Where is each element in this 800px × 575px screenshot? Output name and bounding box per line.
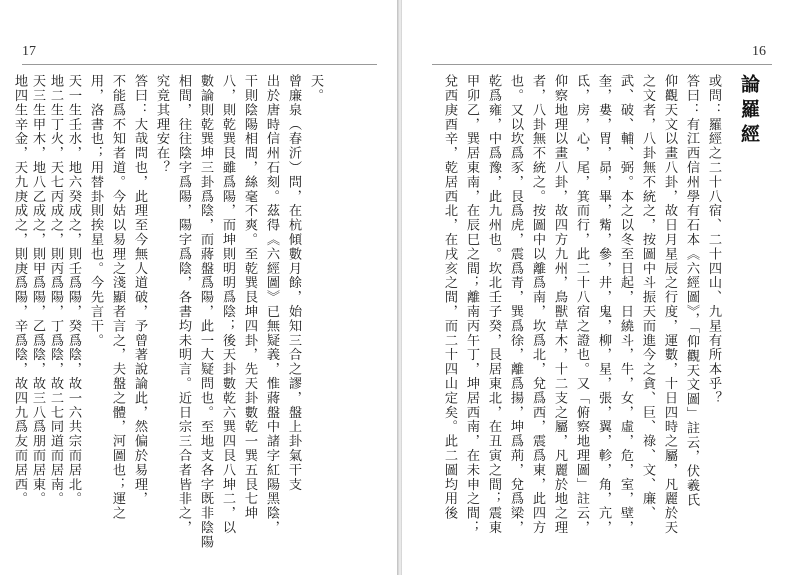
- text-column: 仰觀天文以畫八卦，故日月星辰之行度，運數，十日四時之屬，凡麗於天: [662, 74, 677, 535]
- text-column: 或問：羅經之二十八宿、二十四山、九星有所本乎？: [706, 74, 721, 406]
- text-column: 氐，房，心，尾，箕而行，此二十八宿之證也。又「俯察地理圖」註云，: [574, 74, 589, 535]
- header-rule-right: [432, 64, 772, 65]
- text-column: 干則陰陽相間，絲毫不爽。至乾巽艮坤四卦，先天卦數乾一巽五艮七坤: [242, 74, 257, 521]
- text-column: 地四生辛金，天九庚成之，則庚爲陽，辛爲陰，故四九爲友而居西。: [12, 74, 27, 506]
- text-column: 天。: [308, 74, 323, 103]
- text-column: 乾爲雍，中爲豫，此九州也。坎北壬子癸，艮居東北，在丑寅之間；震東: [486, 74, 501, 535]
- left-page: [0, 0, 398, 575]
- text-column: 用，洛書也；用替卦則挨星也。今先言干。: [88, 74, 103, 348]
- text-column: 數論則乾巽坤三卦爲陰，而蔣盤爲陽，此一大疑問也。至地支各字既非陰陽: [198, 74, 213, 550]
- text-column: 相間，往往陰字爲陽，陽字爲陰，各書均未明言。近日宗三合者皆非之，: [176, 74, 191, 535]
- text-column: 出於唐時信州石刻。茲得《六經圖》已無疑義，惟蔣盤中諸字紅陽黑陰，: [264, 74, 279, 535]
- page-number-left: 17: [22, 44, 36, 59]
- text-column: 者，八卦無不統之。按圖中以離爲南，坎爲北，兌爲西，震爲東，此四方: [530, 74, 545, 535]
- text-column: 地二生丁火，天七丙成之，則丙爲陽，丁爲陰，故二七同道而居南。: [48, 74, 63, 506]
- page-number-right: 16: [752, 44, 766, 59]
- text-column: 仰察地理以畫八卦，故四方九州，鳥獸草木，十二支之屬，凡麗於地之理: [552, 74, 567, 535]
- chapter-title: 論羅經: [738, 74, 760, 149]
- text-column: 究竟其理安在？: [154, 74, 169, 175]
- text-column: 之文者，八卦無不統之，按圖中斗振天而進今之貪、巨、祿、文、廉、: [640, 74, 655, 521]
- text-column: 不能爲不知者道。今姑以易理之淺顯者言之，夫盤之體，河圖也；運之: [110, 74, 125, 521]
- text-column: 答曰：大哉問也，此理至今無人道破，予曾著說論此，然偏於易理，: [132, 74, 147, 506]
- text-column: 八，則乾巽艮雖爲陽，而坤則明明爲陰；後天卦數乾六巽四艮八坤二，以: [220, 74, 235, 535]
- text-column: 天三生甲木，地八乙成之，則甲爲陽，乙爲陰，故三八爲朋而居東。: [30, 74, 45, 506]
- text-column: 奎，婁，胃，昴，畢，觜，參，井，鬼，柳，星，張，翼，軫，角，亢，: [596, 74, 611, 535]
- text-column: 武、破、輔、弼。本之以冬至日起，日繞斗，牛，女，虛，危，室，壁，: [618, 74, 633, 535]
- text-column: 曾廉泉（春沂）問，在杭傾數月餘，始知三合之謬，盤上卦氣干支: [286, 74, 301, 492]
- text-column: 甲卯乙，巽居東南，在辰巳之間；離南丙午丁，坤居西南，在未申之間；: [464, 74, 479, 535]
- text-column: 也。又以坎爲豕，艮爲虎，震爲青，巽爲徐，離爲揚，坤爲荊，兌爲梁，: [508, 74, 523, 535]
- text-column: 天一生壬水，地六癸成之，則壬爲陽，癸爲陰，故一六共宗而居北。: [66, 74, 81, 506]
- header-rule-left: [22, 64, 377, 65]
- text-column: 兌西庚酉辛，乾居西北，在戌亥之間，而二十四山定矣。此二圖均用後: [442, 74, 457, 521]
- text-column: 答曰：有江西信州學有石本《六經圖》，「仰觀天文圖」註云，伏羲氏: [684, 74, 699, 508]
